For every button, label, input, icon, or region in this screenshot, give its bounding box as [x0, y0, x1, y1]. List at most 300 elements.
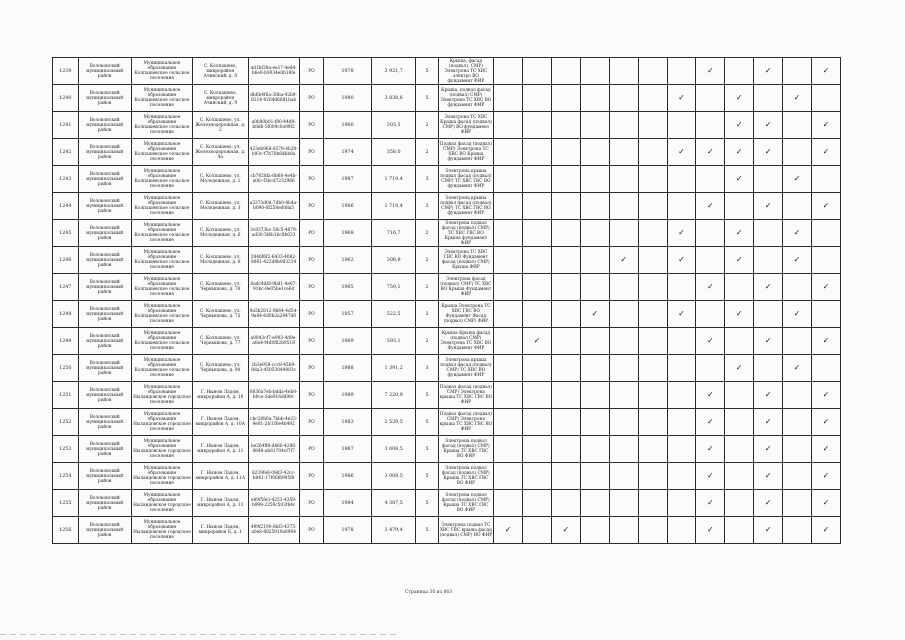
checkmark-icon: ✓	[707, 525, 714, 534]
check-cell	[696, 517, 725, 544]
row-number: 1244	[53, 193, 79, 220]
check-cell	[551, 58, 580, 85]
check-cell	[551, 409, 580, 436]
table-row	[53, 274, 841, 301]
fias-code-cell: a0b80b01-f80-44d9-b8d6-5f009c0a99f2	[248, 112, 299, 139]
check-cell	[609, 166, 638, 193]
checkmark-icon: ✓	[822, 525, 830, 534]
row-number: 1242	[53, 139, 79, 166]
checkmark-icon: ✓	[822, 66, 830, 75]
check-cell	[523, 112, 552, 139]
table-row	[53, 193, 841, 220]
check-cell	[696, 409, 725, 436]
check-cell	[609, 490, 638, 517]
checkmark-icon: ✓	[678, 255, 685, 264]
municipality-cell: Муниципальное образование Колпашевское сельское поселение	[131, 328, 192, 355]
check-cell	[609, 139, 638, 166]
municipality-cell: Муниципальное образование Ныландовское городское поселение	[131, 436, 192, 463]
checkmark-icon: ✓	[707, 417, 714, 426]
check-cell	[523, 58, 552, 85]
check-cell	[696, 220, 725, 247]
checkmark-icon: ✓	[822, 336, 830, 345]
works-cell: Электрона подвал ТС ХВС ГВС крыша фасад (подвал) СМР) ВО ФИР	[438, 517, 494, 544]
row-number: 1245	[53, 220, 79, 247]
works-cell: Электрона крыша подвал фасад (подвал) СМР) ТС ХВС ГВС ВО фундамент ФИР	[438, 193, 494, 220]
check-cell	[580, 409, 609, 436]
register-body	[53, 58, 841, 544]
municipality-cell: Муниципальное образование Колпашевское сельское поселение	[131, 301, 192, 328]
checkmark-icon: ✓	[822, 282, 830, 291]
table-row	[53, 409, 841, 436]
year-cell: 1969	[324, 328, 372, 355]
checkmark-icon: ✓	[764, 471, 772, 480]
check-cell	[551, 301, 580, 328]
check-cell	[523, 436, 552, 463]
check-cell	[725, 166, 754, 193]
check-cell	[754, 85, 783, 112]
check-cell	[754, 220, 783, 247]
check-cell	[754, 382, 783, 409]
year-cell: 1988	[324, 355, 372, 382]
check-cell	[494, 490, 523, 517]
district-cell: Волоконский муниципальный район	[78, 436, 131, 463]
check-cell	[783, 436, 812, 463]
check-cell	[551, 166, 580, 193]
area-cell: 1 719,4	[371, 193, 415, 220]
checkmark-icon: ✓	[707, 444, 714, 453]
checkmark-icon: ✓	[735, 174, 743, 183]
check-cell	[551, 112, 580, 139]
check-cell	[754, 463, 783, 490]
works-cell: Крыша, подвал фасад (подвал) СМР) Электрона ТС ХВС ВО фундамент ФИР	[438, 85, 494, 112]
row-number: 1256	[53, 517, 79, 544]
check-cell	[551, 85, 580, 112]
checkmark-icon: ✓	[822, 201, 830, 210]
check-cell	[754, 490, 783, 517]
area-cell: 3 008,5	[371, 436, 415, 463]
address-cell: С. Колпашево, микрорайон Ачинский, д. 8	[193, 58, 249, 85]
checkmark-icon: ✓	[678, 309, 685, 318]
check-cell	[811, 517, 840, 544]
checkmark-icon: ✓	[504, 525, 512, 534]
check-cell	[580, 355, 609, 382]
works-cell: Электрона крыша подвал фасад (подвал) СМР) ТС ХВС ВО фундамент ФИР	[438, 355, 494, 382]
checkmark-icon: ✓	[707, 498, 714, 507]
check-cell	[667, 436, 696, 463]
year-cell: 1965	[324, 274, 372, 301]
check-cell	[725, 490, 754, 517]
check-cell	[725, 139, 754, 166]
checkmark-icon: ✓	[764, 444, 772, 453]
check-cell	[725, 220, 754, 247]
check-cell	[494, 274, 523, 301]
check-cell	[638, 328, 667, 355]
check-cell	[494, 517, 523, 544]
check-cell	[725, 409, 754, 436]
fias-code-cell: 499f2190-8bf3-4375-a0e8-8825919a8994	[248, 517, 299, 544]
check-cell	[494, 166, 523, 193]
checkmark-icon: ✓	[707, 390, 714, 399]
works-cell: Подвал фасад (подвал) СМР) Электрона ТС ХВС ВО Крыша фундамент ФИР	[438, 139, 494, 166]
fund-type-cell: РО	[299, 301, 323, 328]
check-cell	[638, 301, 667, 328]
check-cell	[609, 382, 638, 409]
row-number: 1248	[53, 301, 79, 328]
district-cell: Волоконский муниципальный район	[78, 490, 131, 517]
district-cell: Волоконский муниципальный район	[78, 166, 131, 193]
check-cell	[638, 247, 667, 274]
check-cell	[609, 274, 638, 301]
check-cell	[580, 58, 609, 85]
area-cell: 7 220,9	[371, 382, 415, 409]
area-cell: 4 387,5	[371, 490, 415, 517]
works-cell: Электрона ТС ХВС Крыша фасад (подвал) СМР) ВО фундамент ФИР	[438, 112, 494, 139]
check-cell	[667, 274, 696, 301]
check-cell	[551, 139, 580, 166]
row-number: 1249	[53, 328, 79, 355]
check-cell	[551, 274, 580, 301]
check-cell	[667, 490, 696, 517]
check-cell	[580, 139, 609, 166]
checkmark-icon: ✓	[707, 282, 714, 291]
works-cell: Электрона подвал фасад (подвал) СМР) Крыша ТС ХВС ГВС ВО ФИР	[438, 490, 494, 517]
checkmark-icon: ✓	[562, 525, 570, 534]
check-cell	[783, 409, 812, 436]
check-cell	[494, 112, 523, 139]
floors-cell: 2	[416, 247, 438, 274]
year-cell: 1968	[324, 220, 372, 247]
table-row	[53, 220, 841, 247]
check-cell	[725, 382, 754, 409]
check-cell	[725, 301, 754, 328]
check-cell	[580, 328, 609, 355]
check-cell	[754, 139, 783, 166]
check-cell	[811, 193, 840, 220]
fias-code-cell: 8239fe8-09d3-42cc-b841-17f06f6995f8	[248, 463, 299, 490]
fund-type-cell: РО	[299, 85, 323, 112]
check-cell	[494, 328, 523, 355]
check-cell	[696, 382, 725, 409]
check-cell	[667, 112, 696, 139]
checkmark-icon: ✓	[822, 120, 830, 129]
check-cell	[638, 274, 667, 301]
checkmark-icon: ✓	[764, 201, 772, 210]
check-cell	[754, 301, 783, 328]
check-cell	[754, 193, 783, 220]
check-cell	[609, 58, 638, 85]
check-cell	[754, 247, 783, 274]
fund-type-cell: РО	[299, 382, 323, 409]
district-cell: Волоконский муниципальный район	[78, 58, 131, 85]
row-number: 1252	[53, 409, 79, 436]
district-cell: Волоконский муниципальный район	[78, 382, 131, 409]
check-cell	[783, 382, 812, 409]
check-cell	[551, 463, 580, 490]
scan-artifact-line	[0, 634, 400, 635]
address-cell: Г. Ныном Ладом, микрорайон А, д. 10	[193, 382, 249, 409]
check-cell	[638, 382, 667, 409]
check-cell	[494, 355, 523, 382]
check-cell	[754, 166, 783, 193]
check-cell	[580, 112, 609, 139]
table-row	[53, 517, 841, 544]
address-cell: Г. Ныном Ладом, микрорайон А, д. 11А	[193, 463, 249, 490]
row-number: 1247	[53, 274, 79, 301]
checkmark-icon: ✓	[793, 228, 801, 237]
checkmark-icon: ✓	[678, 228, 685, 237]
check-cell	[494, 382, 523, 409]
check-cell	[523, 490, 552, 517]
checkmark-icon: ✓	[764, 147, 772, 156]
year-cell: 1978	[324, 58, 372, 85]
area-cell: 522,5	[371, 301, 415, 328]
row-number: 1254	[53, 463, 79, 490]
row-number: 1251	[53, 382, 79, 409]
year-cell: 1984	[324, 490, 372, 517]
fias-code-cell: 6836a7eb-bdda-4eb8-b0ce-3de916dd98c	[248, 382, 299, 409]
year-cell: 1986	[324, 193, 372, 220]
year-cell: 1983	[324, 409, 372, 436]
check-cell	[580, 436, 609, 463]
check-cell	[523, 301, 552, 328]
checkmark-icon: ✓	[678, 147, 685, 156]
checkmark-icon: ✓	[707, 66, 714, 75]
check-cell	[580, 247, 609, 274]
floors-cell: 2	[416, 139, 438, 166]
address-cell: С. Колпашево, ул. Железнодорожная, д. 4а	[193, 139, 249, 166]
fias-code-cell: 9a5b2812-9b64-4d54-9a84-6d0b2a2947d0	[248, 301, 299, 328]
check-cell	[580, 166, 609, 193]
check-cell	[667, 85, 696, 112]
address-cell: Г. Ныном Ладом, микрорайон А, д. 10А	[193, 409, 249, 436]
check-cell	[523, 463, 552, 490]
floors-cell: 2	[416, 328, 438, 355]
checkmark-icon: ✓	[764, 498, 772, 507]
check-cell	[523, 517, 552, 544]
check-cell	[551, 490, 580, 517]
fias-code-cell: be264ff8-d466-4286-8848-ab81704cf7f7	[248, 436, 299, 463]
check-cell	[783, 490, 812, 517]
check-cell	[551, 193, 580, 220]
district-cell: Волоконский муниципальный район	[78, 301, 131, 328]
check-cell	[523, 382, 552, 409]
check-cell	[494, 220, 523, 247]
check-cell	[811, 355, 840, 382]
floors-cell: 2	[416, 220, 438, 247]
check-cell	[696, 328, 725, 355]
check-cell	[580, 85, 609, 112]
checkmark-icon: ✓	[764, 390, 772, 399]
check-cell	[696, 355, 725, 382]
area-cell: 3 479,4	[371, 517, 415, 544]
check-cell	[725, 463, 754, 490]
municipality-cell: Муниципальное образование Колпашевское сельское поселение	[131, 193, 192, 220]
check-cell	[783, 463, 812, 490]
fias-code-cell: 3c8373bc-58c5-4879-ad30-5f6b1bc8b023	[248, 220, 299, 247]
municipality-cell: Муниципальное образование Ныландовское городское поселение	[131, 382, 192, 409]
area-cell: 759,1	[371, 274, 415, 301]
fund-type-cell: РО	[299, 58, 323, 85]
checkmark-icon: ✓	[735, 228, 743, 237]
checkmark-icon: ✓	[678, 93, 685, 102]
check-cell	[725, 58, 754, 85]
checkmark-icon: ✓	[764, 525, 772, 534]
check-cell	[494, 193, 523, 220]
check-cell	[667, 58, 696, 85]
check-cell	[523, 220, 552, 247]
area-cell: 308,9	[371, 247, 415, 274]
checkmark-icon: ✓	[822, 390, 830, 399]
check-cell	[638, 85, 667, 112]
checkmark-icon: ✓	[764, 120, 772, 129]
check-cell	[494, 436, 523, 463]
checkmark-icon: ✓	[707, 471, 714, 480]
check-cell	[811, 112, 840, 139]
year-cell: 1974	[324, 139, 372, 166]
address-cell: С. Колпашево, ул. Чернышова, д. 77	[193, 328, 249, 355]
check-cell	[725, 274, 754, 301]
check-cell	[580, 490, 609, 517]
address-cell: Г. Ныном Ладом, микрорайон А, д. 11	[193, 436, 249, 463]
check-cell	[783, 328, 812, 355]
check-cell	[811, 463, 840, 490]
fund-type-cell: РО	[299, 409, 323, 436]
municipality-cell: Муниципальное образование Колпашевское сельское поселение	[131, 58, 192, 85]
works-cell: Крыша Крыша фасад (подвал СМР) Электрона ТС ХВС ВО Фундамент ФИР	[438, 328, 494, 355]
works-cell: Крыша Электрона ТС ХВС ГВС ВО Фундамент Фасад (подвал) СМР) ФИР	[438, 301, 494, 328]
check-cell	[551, 382, 580, 409]
municipality-cell: Муниципальное образование Колпашевское сельское поселение	[131, 166, 192, 193]
check-cell	[725, 247, 754, 274]
check-cell	[638, 463, 667, 490]
check-cell	[667, 517, 696, 544]
district-cell: Волоконский муниципальный район	[78, 193, 131, 220]
check-cell	[551, 220, 580, 247]
works-cell: Электрона крыша подвал фасад (подвал) СМР) ТС ХВС ГВС ВО фундамент ФИР	[438, 166, 494, 193]
check-cell	[783, 355, 812, 382]
check-cell	[667, 382, 696, 409]
fias-code-cell: 423eb968-8378-4b29-b93c-f7b70b6dbb8a	[248, 139, 299, 166]
check-cell	[638, 139, 667, 166]
check-cell	[494, 139, 523, 166]
check-cell	[580, 193, 609, 220]
address-cell: С. Колпашево, ул. Молодежная, д. 8	[193, 247, 249, 274]
works-cell: Крыша, фасад (подвал), СМР) Электрона ТС ХВС электро ВО фундамент ФИР	[438, 58, 494, 85]
check-cell	[783, 85, 812, 112]
municipality-cell: Муниципальное образование Колпашевское сельское поселение	[131, 139, 192, 166]
row-number: 1250	[53, 355, 79, 382]
check-cell	[667, 328, 696, 355]
municipality-cell: Муниципальное образование Колпашевское сельское поселение	[131, 274, 192, 301]
area-cell: 3 921,7	[371, 58, 415, 85]
address-cell: С. Колпашево, микрорайон Ачинский, д. 9	[193, 85, 249, 112]
fias-code-cell: cbc2880a-7bbb-4e23-9e81-2fc1f0e4b492	[248, 409, 299, 436]
fund-type-cell: РО	[299, 166, 323, 193]
check-cell	[696, 490, 725, 517]
check-cell	[696, 193, 725, 220]
checkmark-icon: ✓	[793, 363, 801, 372]
check-cell	[783, 301, 812, 328]
check-cell	[494, 85, 523, 112]
floors-cell: 3	[416, 355, 438, 382]
table-row	[53, 382, 841, 409]
check-cell	[609, 436, 638, 463]
year-cell: 1978	[324, 517, 372, 544]
checkmark-icon: ✓	[707, 201, 714, 210]
fund-type-cell: РО	[299, 220, 323, 247]
area-cell: 358,0	[371, 139, 415, 166]
fund-type-cell: РО	[299, 139, 323, 166]
year-cell: 1987	[324, 166, 372, 193]
works-cell: Электрона подвал фасад (подвал) СМР) Крыша ТС ХВС ГВС ВО ФИР	[438, 436, 494, 463]
check-cell	[638, 58, 667, 85]
check-cell	[494, 58, 523, 85]
floors-cell: 5	[416, 409, 438, 436]
check-cell	[551, 436, 580, 463]
checkmark-icon: ✓	[822, 471, 830, 480]
fias-code-cell: db6b4f6a-38ba-42b9-8214-9264d6881bab	[248, 85, 299, 112]
address-cell: С. Колпашево, ул. Молодежная, д. 1	[193, 166, 249, 193]
check-cell	[754, 517, 783, 544]
district-cell: Волоконский муниципальный район	[78, 247, 131, 274]
check-cell	[811, 409, 840, 436]
check-cell	[523, 409, 552, 436]
check-cell	[638, 409, 667, 436]
year-cell: 1962	[324, 247, 372, 274]
row-number: 1255	[53, 490, 79, 517]
fund-type-cell: РО	[299, 193, 323, 220]
checkmark-icon: ✓	[822, 498, 830, 507]
checkmark-icon: ✓	[793, 93, 801, 102]
check-cell	[523, 328, 552, 355]
area-cell: 716,7	[371, 220, 415, 247]
check-cell	[551, 328, 580, 355]
check-cell	[580, 220, 609, 247]
check-cell	[696, 85, 725, 112]
checkmark-icon: ✓	[822, 147, 830, 156]
checkmark-icon: ✓	[620, 255, 628, 264]
check-cell	[523, 139, 552, 166]
municipality-cell: Муниципальное образование Колпашевское сельское поселение	[131, 355, 192, 382]
checkmark-icon: ✓	[764, 282, 772, 291]
area-cell: 2 529,5	[371, 409, 415, 436]
check-cell	[811, 274, 840, 301]
checkmark-icon: ✓	[822, 417, 830, 426]
fias-code-cell: a3373d0d-7db0-4b4a-b090-6f258ed08a5	[248, 193, 299, 220]
municipality-cell: Муниципальное образование Колпашевское сельское поселение	[131, 112, 192, 139]
fias-code-cell: ad1bf38a-ee17-4ed4-b6e0-b9034e0b18fe	[248, 58, 299, 85]
floors-cell: 2	[416, 274, 438, 301]
table-row	[53, 85, 841, 112]
check-cell	[523, 247, 552, 274]
fund-type-cell: РО	[299, 355, 323, 382]
fund-type-cell: РО	[299, 247, 323, 274]
row-number: 1241	[53, 112, 79, 139]
row-number: 1240	[53, 85, 79, 112]
check-cell	[754, 274, 783, 301]
table-row	[53, 436, 841, 463]
check-cell	[494, 409, 523, 436]
fund-type-cell: РО	[299, 274, 323, 301]
table-row	[53, 328, 841, 355]
municipality-cell: Муниципальное образование Колпашевское сельское поселение	[131, 220, 192, 247]
check-cell	[638, 436, 667, 463]
floors-cell: 2	[416, 112, 438, 139]
check-cell	[580, 274, 609, 301]
check-cell	[638, 355, 667, 382]
checkmark-icon: ✓	[591, 309, 599, 318]
check-cell	[783, 58, 812, 85]
